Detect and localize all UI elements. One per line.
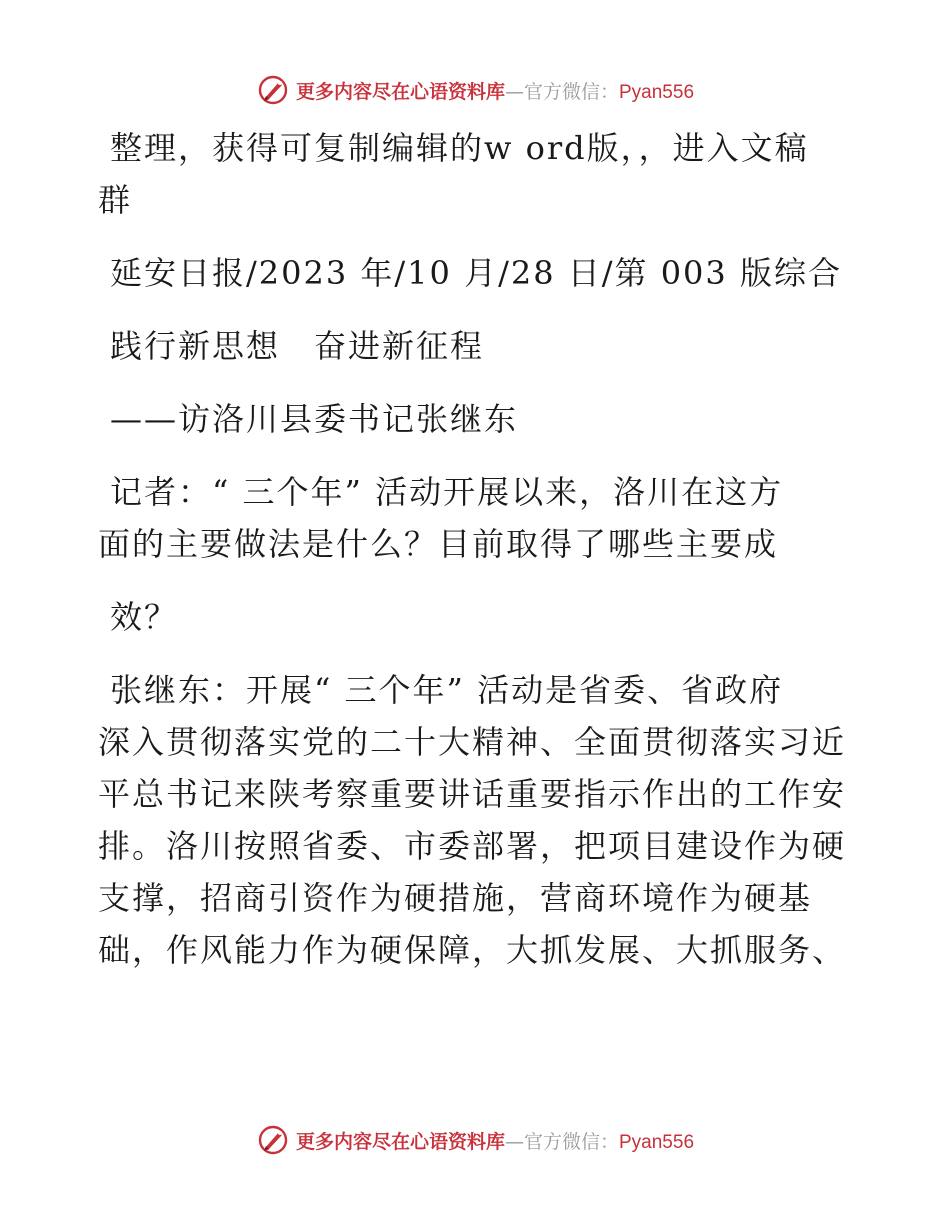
text-line: 排。洛川按照省委、市委部署，把项目建设作为硬 xyxy=(98,827,847,865)
text-line: 平总书记来陕考察重要讲话重要指示作出的工作安 xyxy=(98,775,847,813)
document-body xyxy=(98,122,858,976)
paragraph-question xyxy=(98,466,858,570)
text-line: 础，作风能力作为硬保障，大抓发展、大抓服务、 xyxy=(98,931,847,969)
watermark-wechat-id: Pyan556 xyxy=(619,1131,695,1153)
paragraph-source xyxy=(98,247,858,299)
pen-logo-icon xyxy=(256,73,290,107)
article-title xyxy=(98,320,858,372)
watermark-wechat-id: Pyan556 xyxy=(619,81,695,103)
watermark-wechat-label: 官方微信： xyxy=(523,80,619,103)
text-line: 面的主要做法是什么？目前取得了哪些主要成 xyxy=(98,525,779,563)
watermark-wechat-label: 官方微信： xyxy=(523,1130,619,1153)
article-subtitle xyxy=(98,393,858,445)
header-watermark-banner xyxy=(0,70,950,110)
paragraph-intro xyxy=(98,122,858,226)
text-line: ——访洛川县委书记张继东 xyxy=(110,400,519,438)
watermark-group xyxy=(256,73,694,107)
text-line: 张继东：开展“ 三个年” 活动是省委、省政府 xyxy=(110,671,784,709)
text-line: 整理，获得可复制编辑的w ord版，，进入文稿 xyxy=(110,129,809,167)
paragraph-question-end xyxy=(98,591,858,643)
footer-watermark-banner xyxy=(0,1120,950,1160)
text-line: 践行新思想 奋进新征程 xyxy=(110,327,485,365)
watermark-title: 更多内容尽在心语资料库 xyxy=(295,80,505,103)
text-line: 效？ xyxy=(110,598,179,636)
text-line: 记者：“ 三个年” 活动开展以来，洛川在这方 xyxy=(110,473,784,511)
watermark-dash: — xyxy=(504,1130,524,1153)
text-line: 延安日报/2023 年/10 月/28 日/第 003 版综合 xyxy=(110,254,842,292)
pen-logo-icon xyxy=(256,1123,290,1157)
text-line: 深入贯彻落实党的二十大精神、全面贯彻落实习近 xyxy=(98,723,847,761)
watermark-dash: — xyxy=(504,80,524,103)
watermark-title: 更多内容尽在心语资料库 xyxy=(295,1130,505,1153)
text-line: 支撑，招商引资作为硬措施，营商环境作为硬基 xyxy=(98,879,813,917)
paragraph-answer xyxy=(98,664,858,976)
watermark-group xyxy=(256,1123,694,1157)
text-line: 群 xyxy=(98,181,133,219)
